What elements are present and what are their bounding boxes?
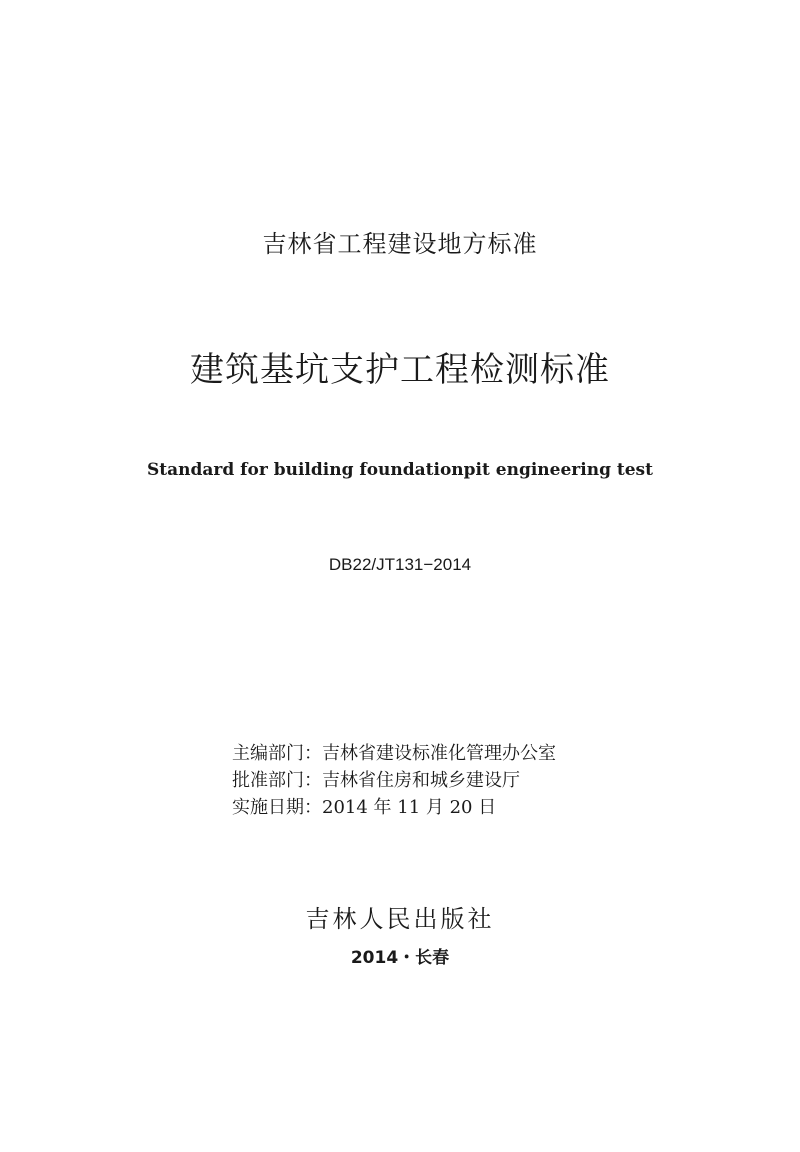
publication-year-place: 2014・长春: [350, 948, 450, 968]
editor-department-row: [232, 740, 556, 767]
publisher-name: 吉林人民出版社: [305, 905, 495, 933]
standard-code: DB22/JT131−2014: [328, 555, 472, 574]
effective-date-value: 2014 年 11 月 20 日: [322, 797, 497, 818]
english-title: Standard for building foundationpit engineering test: [147, 460, 653, 480]
effective-date-row: [232, 794, 556, 821]
standard-series-title: 吉林省工程建设地方标准: [262, 230, 538, 258]
effective-date-label: 实施日期：: [232, 797, 322, 818]
document-title: 建筑基坑支护工程检测标准: [190, 350, 610, 390]
editor-department-value: 吉林省建设标准化管理办公室: [322, 743, 556, 764]
editor-department-label: 主编部门：: [232, 743, 322, 764]
issuing-info: [232, 740, 556, 821]
approval-department-value: 吉林省住房和城乡建设厅: [322, 770, 520, 791]
approval-department-row: [232, 767, 556, 794]
approval-department-label: 批准部门：: [232, 770, 322, 791]
